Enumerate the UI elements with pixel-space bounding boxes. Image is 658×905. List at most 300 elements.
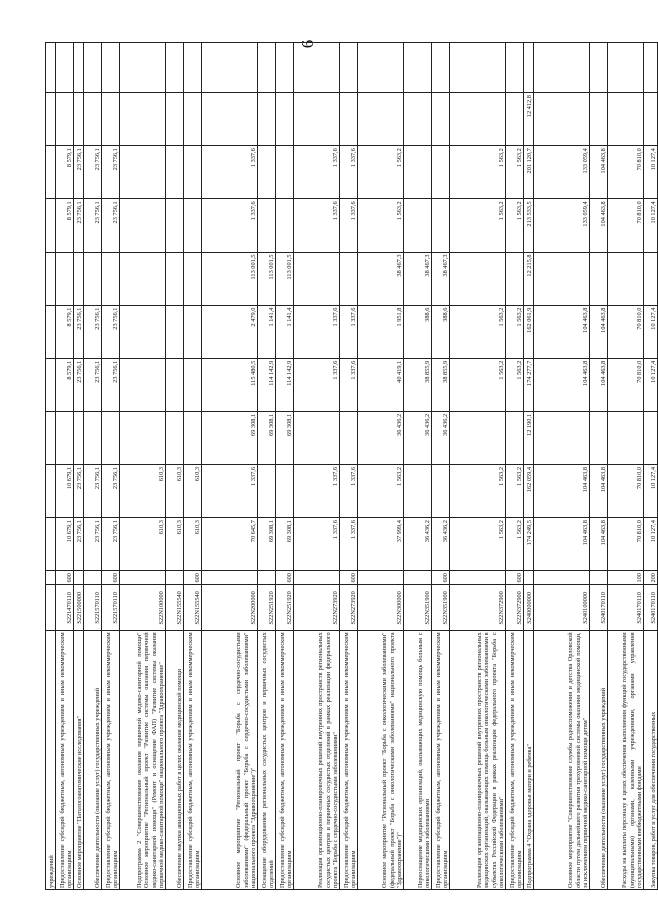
amount-cell: 23 756,1 xyxy=(84,358,102,411)
amount-cell xyxy=(202,93,258,146)
amount-cell xyxy=(46,252,56,305)
amount-cell: 23 756,1 xyxy=(84,518,102,571)
row-description: Предоставление субсидий бюджетным, автономным учреждениям и иным некоммерческим организациям xyxy=(56,631,74,890)
expense-type-code: 100 xyxy=(608,571,644,585)
amount-cell: 104 463,8 xyxy=(590,305,608,358)
amount-cell: 1 337,6 xyxy=(340,358,358,411)
table-row xyxy=(84,43,102,890)
amount-cell: 70 810,0 xyxy=(608,358,644,411)
amount-cell: 10 127,4 xyxy=(644,305,658,358)
row-description: Предоставление субсидий бюджетным, автономным учреждениям и иным некоммерческим организациям xyxy=(506,631,524,890)
amount-cell: 69 308,1 xyxy=(258,518,276,571)
amount-cell xyxy=(276,146,294,199)
amount-cell xyxy=(608,93,644,146)
amount-cell xyxy=(166,146,184,199)
amount-cell: 1 337,6 xyxy=(294,199,340,252)
amount-cell xyxy=(46,358,56,411)
amount-cell: 1 337,6 xyxy=(340,465,358,518)
amount-cell: 38 467,3 xyxy=(358,252,404,305)
amount-cell xyxy=(166,199,184,252)
amount-cell xyxy=(450,252,506,305)
amount-cell xyxy=(102,411,120,464)
amount-cell: 8 579,1 xyxy=(56,358,74,411)
amount-cell: 12 190,1 xyxy=(524,411,534,464)
amount-cell xyxy=(524,43,534,93)
amount-cell: 104 463,8 xyxy=(590,146,608,199)
target-article-code: S240170110 xyxy=(590,585,608,631)
amount-cell xyxy=(184,411,202,464)
expense-type-code xyxy=(166,571,184,585)
amount-cell xyxy=(340,93,358,146)
amount-cell xyxy=(46,305,56,358)
amount-cell: 610,3 xyxy=(184,518,202,571)
amount-cell xyxy=(258,199,276,252)
expense-type-code xyxy=(46,571,56,585)
amount-cell: 69 308,1 xyxy=(276,518,294,571)
amount-cell: 104 463,8 xyxy=(534,305,590,358)
row-description: Предоставление субсидий бюджетным, автономным учреждениям и иным некоммерческим организациям xyxy=(184,631,202,890)
budget-table-body xyxy=(46,43,658,890)
amount-cell: 1 337,6 xyxy=(340,518,358,571)
amount-cell xyxy=(644,252,658,305)
expense-type-code: 600 xyxy=(102,571,120,585)
amount-cell xyxy=(184,43,202,93)
row-description: Предоставление субсидий бюджетным, автономным учреждениям и иным некоммерческим организациям xyxy=(340,631,358,890)
amount-cell xyxy=(184,93,202,146)
amount-cell xyxy=(340,411,358,464)
amount-cell: 12 412,8 xyxy=(524,93,534,146)
amount-cell xyxy=(294,93,340,146)
amount-cell: 610,3 xyxy=(184,465,202,518)
amount-cell: 8 579,1 xyxy=(56,199,74,252)
target-article-code: S240170110 xyxy=(608,585,644,631)
amount-cell: 23 756,1 xyxy=(102,358,120,411)
table-row xyxy=(358,43,404,890)
amount-cell xyxy=(276,465,294,518)
amount-cell: 38 855,9 xyxy=(404,358,432,411)
amount-cell: 23 756,1 xyxy=(102,305,120,358)
amount-cell: 113 001,5 xyxy=(276,252,294,305)
amount-cell xyxy=(56,43,74,93)
expense-type-code xyxy=(524,571,534,585)
amount-cell: 23 756,1 xyxy=(102,199,120,252)
row-description: Предоставление субсидий бюджетным, автономным учреждениям и иным некоммерческим организациям xyxy=(276,631,294,890)
amount-cell: 23 756,1 xyxy=(84,199,102,252)
amount-cell xyxy=(432,93,450,146)
amount-cell: 1 337,6 xyxy=(202,465,258,518)
table-row xyxy=(644,43,658,890)
expense-type-code xyxy=(202,571,258,585)
amount-cell xyxy=(120,93,166,146)
row-description: Оснащение оборудованием региональных сосудистых центров и первичных сосудистых отделений xyxy=(258,631,276,890)
amount-cell xyxy=(166,358,184,411)
amount-cell: 162 059,4 xyxy=(524,465,534,518)
expense-type-code xyxy=(84,571,102,585)
amount-cell xyxy=(120,43,166,93)
amount-cell xyxy=(276,93,294,146)
amount-cell: 2 479,0 xyxy=(202,305,258,358)
amount-cell: 10 127,4 xyxy=(644,146,658,199)
table-row xyxy=(524,43,534,890)
amount-cell: 133 059,4 xyxy=(534,199,590,252)
amount-cell: 213 533,5 xyxy=(524,199,534,252)
row-description: Переоснащение медицинских организаций, оказывающих медицинскую помощь больным с онкологическими заболеваниями xyxy=(404,631,432,890)
amount-cell: 114 142,9 xyxy=(276,358,294,411)
amount-cell: 201 120,7 xyxy=(524,146,534,199)
amount-cell: 10 127,4 xyxy=(644,465,658,518)
amount-cell xyxy=(74,43,84,93)
amount-cell xyxy=(506,43,524,93)
amount-cell xyxy=(120,411,166,464)
page-number: 6 xyxy=(298,39,317,49)
amount-cell: 1 563,2 xyxy=(450,465,506,518)
table-row xyxy=(120,43,166,890)
amount-cell: 70 810,0 xyxy=(608,199,644,252)
amount-cell xyxy=(506,252,524,305)
amount-cell xyxy=(450,93,506,146)
amount-cell: 1 563,2 xyxy=(506,518,524,571)
amount-cell: 23 756,1 xyxy=(102,518,120,571)
amount-cell: 23 756,1 xyxy=(74,199,84,252)
amount-cell: 610,3 xyxy=(166,518,184,571)
amount-cell: 1 337,6 xyxy=(340,146,358,199)
amount-cell xyxy=(432,465,450,518)
amount-cell xyxy=(166,43,184,93)
amount-cell: 70 810,0 xyxy=(608,305,644,358)
row-description: Обеспечение деятельности (оказание услуг) государственных учреждений xyxy=(84,631,102,890)
amount-cell xyxy=(46,199,56,252)
amount-cell xyxy=(506,93,524,146)
amount-cell: 115 480,5 xyxy=(202,358,258,411)
expense-type-code xyxy=(120,571,166,585)
amount-cell xyxy=(184,305,202,358)
amount-cell xyxy=(340,43,358,93)
row-description: Реализация организационно-планировочных решений внутренних пространств региональных сосудистых центров и первичных сосудистых отделений в рамках реализации федерального проекта "Борьба с сердечно-сосудистыми заболеваниями" xyxy=(294,631,340,890)
amount-cell: 1 563,2 xyxy=(358,465,404,518)
amount-cell: 23 756,1 xyxy=(102,465,120,518)
amount-cell xyxy=(644,93,658,146)
amount-cell xyxy=(534,252,590,305)
row-description: Подпрограмма 2 "Совершенствование оказания первичной медико-санитарной помощи" Основное мероприятие "Региональный проект "Развитие системы оказания первичной медико-санитарной помощи" (Ремонт и оснащение ФАП) "Развитие системы оказания первичной медико-санитарной помощи" национального проекта "Здравоохранение" xyxy=(120,631,166,890)
amount-cell xyxy=(534,93,590,146)
target-article-code: S22N155540 xyxy=(184,585,202,631)
amount-cell xyxy=(608,43,644,93)
amount-cell xyxy=(450,411,506,464)
expense-type-code: 600 xyxy=(276,571,294,585)
amount-cell xyxy=(202,43,258,93)
target-article-code: S22N372900 xyxy=(506,585,524,631)
amount-cell: 1 563,2 xyxy=(450,305,506,358)
expense-type-code xyxy=(450,571,506,585)
amount-cell: 1 337,6 xyxy=(294,358,340,411)
amount-cell: 104 463,8 xyxy=(534,518,590,571)
amount-cell xyxy=(294,411,340,464)
amount-cell xyxy=(184,358,202,411)
amount-cell: 23 756,1 xyxy=(84,465,102,518)
amount-cell xyxy=(46,93,56,146)
table-row xyxy=(276,43,294,890)
amount-cell xyxy=(74,252,84,305)
amount-cell xyxy=(358,43,404,93)
amount-cell xyxy=(276,43,294,93)
amount-cell xyxy=(404,146,432,199)
target-article-code: S22N300000 xyxy=(358,585,404,631)
row-description: учреждений xyxy=(46,631,56,890)
amount-cell: 23 756,1 xyxy=(84,305,102,358)
amount-cell xyxy=(534,43,590,93)
budget-table xyxy=(45,42,658,890)
amount-cell xyxy=(46,518,56,571)
expense-type-code: 600 xyxy=(506,571,524,585)
amount-cell: 114 142,9 xyxy=(258,358,276,411)
amount-cell xyxy=(102,93,120,146)
amount-cell: 1 951,8 xyxy=(358,305,404,358)
amount-cell xyxy=(258,146,276,199)
amount-cell xyxy=(404,465,432,518)
amount-cell: 388,6 xyxy=(432,305,450,358)
amount-cell xyxy=(534,411,590,464)
expense-type-code: 600 xyxy=(56,571,74,585)
table-row xyxy=(340,43,358,890)
expense-type-code: 600 xyxy=(184,571,202,585)
amount-cell xyxy=(56,93,74,146)
table-row xyxy=(608,43,644,890)
target-article-code: S22N200000 xyxy=(202,585,258,631)
amount-cell: 36 436,2 xyxy=(404,518,432,571)
amount-cell xyxy=(74,93,84,146)
row-description: Расходы на выплаты персоналу в целях обеспечения выполнения функций государственными (муниципальными) органами, казенными учреждениями, органами управления государственными внебюджетными фондами xyxy=(608,631,644,890)
expense-type-code xyxy=(294,571,340,585)
amount-cell: 23 756,1 xyxy=(74,518,84,571)
expense-type-code: 200 xyxy=(644,571,658,585)
amount-cell: 23 756,1 xyxy=(74,146,84,199)
target-article-code: S221570110 xyxy=(102,585,120,631)
amount-cell: 70 810,0 xyxy=(608,518,644,571)
row-description: Предоставление субсидий бюджетным, автономным учреждениям и иным некоммерческим организациям xyxy=(102,631,120,890)
amount-cell: 104 463,8 xyxy=(590,358,608,411)
table-row xyxy=(102,43,120,890)
amount-cell: 70 810,0 xyxy=(608,465,644,518)
amount-cell xyxy=(120,199,166,252)
amount-cell: 1 563,2 xyxy=(450,518,506,571)
amount-cell xyxy=(120,358,166,411)
table-row xyxy=(590,43,608,890)
amount-cell: 1 337,6 xyxy=(202,146,258,199)
table-row xyxy=(166,43,184,890)
expense-type-code xyxy=(258,571,276,585)
amount-cell: 1 337,6 xyxy=(340,305,358,358)
amount-cell: 113 001,5 xyxy=(202,252,258,305)
table-row xyxy=(294,43,340,890)
table-row xyxy=(74,43,84,890)
amount-cell: 1 563,2 xyxy=(506,199,524,252)
target-article-code: S22N100000 xyxy=(120,585,166,631)
row-description: Основное мероприятие "Патологоанатомические исследования" xyxy=(74,631,84,890)
amount-cell xyxy=(184,146,202,199)
expense-type-code xyxy=(534,571,590,585)
target-article-code: S221500000 xyxy=(74,585,84,631)
amount-cell: 610,3 xyxy=(166,465,184,518)
table-row xyxy=(450,43,506,890)
amount-cell xyxy=(166,252,184,305)
amount-cell xyxy=(46,146,56,199)
table-row xyxy=(56,43,74,890)
amount-cell: 23 756,1 xyxy=(102,146,120,199)
amount-cell: 69 308,1 xyxy=(202,411,258,464)
amount-cell: 388,6 xyxy=(404,305,432,358)
amount-cell: 12 215,8 xyxy=(524,252,534,305)
target-article-code: S22N372900 xyxy=(450,585,506,631)
amount-cell: 23 756,1 xyxy=(84,146,102,199)
amount-cell: 104 463,8 xyxy=(534,465,590,518)
amount-cell: 133 059,4 xyxy=(534,146,590,199)
target-article-code: S240170110 xyxy=(644,585,658,631)
amount-cell xyxy=(46,411,56,464)
target-article-code: S22N155540 xyxy=(166,585,184,631)
amount-cell: 40 419,1 xyxy=(358,358,404,411)
expense-type-code xyxy=(404,571,432,585)
amount-cell xyxy=(258,43,276,93)
amount-cell xyxy=(102,252,120,305)
amount-cell xyxy=(276,199,294,252)
amount-cell: 1 141,4 xyxy=(276,305,294,358)
amount-cell: 174 249,5 xyxy=(524,518,534,571)
amount-cell xyxy=(74,411,84,464)
amount-cell xyxy=(590,93,608,146)
amount-cell xyxy=(608,252,644,305)
amount-cell: 10 679,1 xyxy=(56,465,74,518)
amount-cell xyxy=(340,252,358,305)
amount-cell: 1 563,2 xyxy=(506,305,524,358)
amount-cell xyxy=(46,43,56,93)
amount-cell: 70 810,0 xyxy=(608,146,644,199)
amount-cell: 1 337,6 xyxy=(294,305,340,358)
amount-cell: 70 645,7 xyxy=(202,518,258,571)
amount-cell: 1 563,2 xyxy=(450,358,506,411)
amount-cell: 162 061,9 xyxy=(524,305,534,358)
row-description: Основное мероприятие "Совершенствование службы родовспоможения и детства Орловской области путем дальнейшего развития трехуровневой системы оказания медицинской помощи, за исключением первичной медико-санитарной помощи детям" xyxy=(534,631,590,890)
amount-cell xyxy=(590,252,608,305)
amount-cell: 610,3 xyxy=(120,518,166,571)
amount-cell xyxy=(590,43,608,93)
table-row xyxy=(184,43,202,890)
amount-cell: 1 563,2 xyxy=(506,358,524,411)
amount-cell xyxy=(84,252,102,305)
amount-cell: 104 463,8 xyxy=(590,465,608,518)
amount-cell: 69 308,1 xyxy=(258,411,276,464)
amount-cell: 1 563,2 xyxy=(450,199,506,252)
amount-cell xyxy=(184,199,202,252)
amount-cell xyxy=(644,43,658,93)
amount-cell: 1 563,2 xyxy=(358,199,404,252)
amount-cell: 104 463,8 xyxy=(534,358,590,411)
row-description: Закупка товаров, работ и услуг для обеспечения государственных xyxy=(644,631,658,890)
table-row xyxy=(404,43,432,890)
amount-cell xyxy=(450,43,506,93)
table-row xyxy=(202,43,258,890)
amount-cell: 36 436,2 xyxy=(432,518,450,571)
amount-cell: 1 141,4 xyxy=(258,305,276,358)
amount-cell: 38 467,3 xyxy=(432,252,450,305)
amount-cell: 23 756,1 xyxy=(74,358,84,411)
amount-cell: 38 467,3 xyxy=(404,252,432,305)
row-description: Подпрограмма 4 "Охрана здоровья матери и ребенка" xyxy=(524,631,534,890)
target-article-code: S240000000 xyxy=(524,585,534,631)
amount-cell xyxy=(258,93,276,146)
row-description: Основное мероприятие "Региональный проект "Борьба с онкологическими заболеваниями" (федеральный проект "Борьба с онкологическими заболеваниями" национального проекта "Здравоохранение")" xyxy=(358,631,404,890)
amount-cell xyxy=(294,43,340,93)
amount-cell: 1 563,2 xyxy=(506,465,524,518)
amount-cell: 10 679,1 xyxy=(56,518,74,571)
amount-cell: 37 999,4 xyxy=(358,518,404,571)
amount-cell xyxy=(102,43,120,93)
target-article-code: S22N351900 xyxy=(404,585,432,631)
row-description: Реализация организационно-планировочных решений внутренних пространств региональных медицинских организаций, оказывающих помощь больным онкологическими заболеваниями в субъектах Российской Федерации в рамках реализации федерального проекта "Борьба с онкологическими заболеваниями" xyxy=(450,631,506,890)
amount-cell xyxy=(258,465,276,518)
amount-cell: 8 579,1 xyxy=(56,305,74,358)
row-description: Основное мероприятие "Региональный проект "Борьба с сердечно-сосудистыми заболеваниями" (федеральный проект "Борьба с сердечно-сосудистыми заболеваниями" национального проекта "Здравоохранение")" xyxy=(202,631,258,890)
amount-cell: 10 127,4 xyxy=(644,358,658,411)
table-row xyxy=(534,43,590,890)
expense-type-code xyxy=(590,571,608,585)
amount-cell: 69 308,1 xyxy=(276,411,294,464)
expense-type-code xyxy=(358,571,404,585)
amount-cell: 36 436,2 xyxy=(358,411,404,464)
amount-cell xyxy=(432,43,450,93)
amount-cell: 8 579,1 xyxy=(56,146,74,199)
amount-cell: 610,3 xyxy=(120,465,166,518)
expense-type-code: 600 xyxy=(432,571,450,585)
amount-cell xyxy=(358,93,404,146)
amount-cell: 38 855,9 xyxy=(432,358,450,411)
amount-cell: 1 337,6 xyxy=(340,199,358,252)
target-article-code: S22N351900 xyxy=(432,585,450,631)
amount-cell: 104 463,8 xyxy=(590,518,608,571)
target-article-code: S240100000 xyxy=(534,585,590,631)
amount-cell: 10 127,4 xyxy=(644,518,658,571)
row-description: Предоставление субсидий бюджетным, автономным учреждениям и иным некоммерческим организациям xyxy=(432,631,450,890)
amount-cell xyxy=(644,411,658,464)
budget-table-rotated xyxy=(45,42,657,890)
table-row xyxy=(506,43,524,890)
expense-type-code xyxy=(74,571,84,585)
amount-cell xyxy=(608,411,644,464)
row-description: Обеспечение закупки авиационных работ в целях оказания медицинской помощи xyxy=(166,631,184,890)
amount-cell xyxy=(404,43,432,93)
amount-cell xyxy=(432,199,450,252)
target-article-code: S22N273920 xyxy=(294,585,340,631)
amount-cell: 1 563,2 xyxy=(450,146,506,199)
amount-cell xyxy=(404,199,432,252)
table-row xyxy=(258,43,276,890)
amount-cell: 1 337,6 xyxy=(202,199,258,252)
amount-cell xyxy=(166,305,184,358)
table-row xyxy=(46,43,56,890)
amount-cell: 174 277,7 xyxy=(524,358,534,411)
amount-cell xyxy=(506,411,524,464)
amount-cell: 1 563,2 xyxy=(506,146,524,199)
amount-cell xyxy=(56,411,74,464)
amount-cell xyxy=(166,411,184,464)
target-article-code: S22N251920 xyxy=(276,585,294,631)
amount-cell xyxy=(56,252,74,305)
amount-cell: 1 337,6 xyxy=(294,146,340,199)
amount-cell xyxy=(120,252,166,305)
target-article-code: S221470110 xyxy=(56,585,74,631)
amount-cell xyxy=(590,411,608,464)
expense-type-code: 600 xyxy=(340,571,358,585)
amount-cell xyxy=(294,252,340,305)
